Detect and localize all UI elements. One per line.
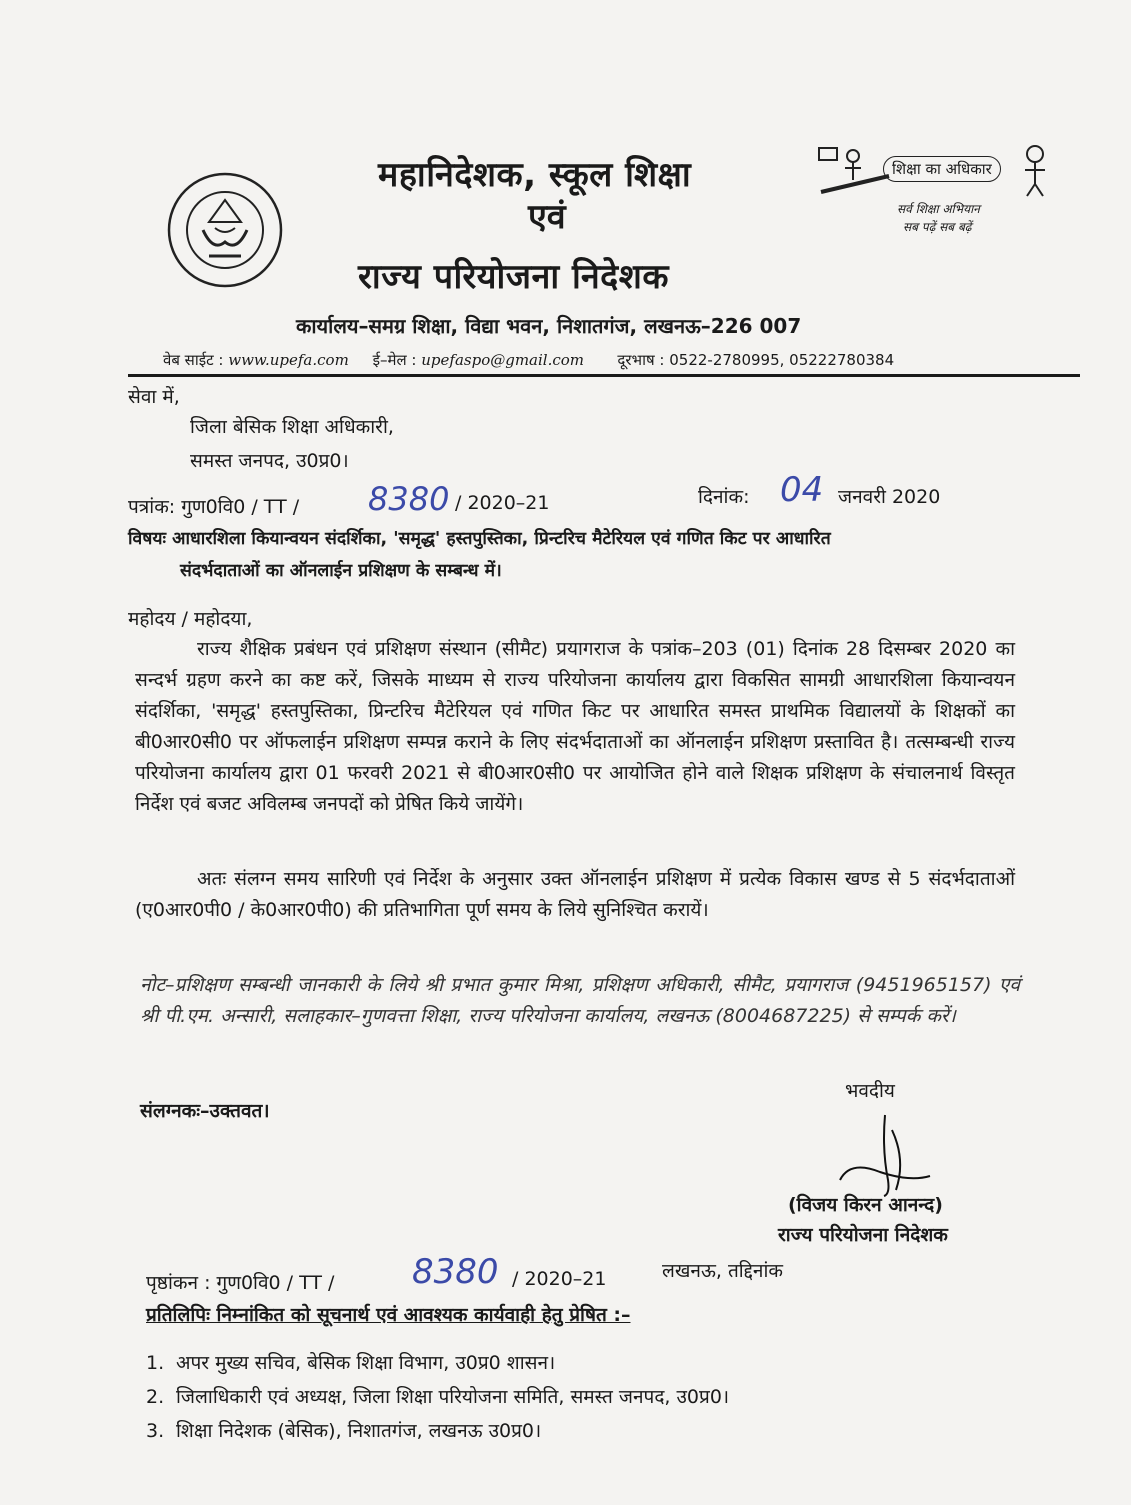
contact-line <box>163 350 894 370</box>
recipient-officer: जिला बेसिक शिक्षा अधिकारी, <box>190 416 394 438</box>
phone-number: 0522-2780995, 05222780384 <box>669 351 895 369</box>
endorsement-place-date: लखनऊ, तद्दिनांक <box>662 1260 783 1282</box>
date-label: दिनांक: <box>698 486 750 508</box>
website-link[interactable]: www.upefa.com <box>228 351 349 369</box>
email-label: ई–मेल : <box>372 351 417 369</box>
copy-list-item <box>146 1348 555 1379</box>
header-title-line2: एवं <box>528 197 566 237</box>
recipient-district: समस्त जनपद, उ0प्र0। <box>190 450 349 472</box>
patrank-year: / 2020–21 <box>455 492 550 514</box>
phone-label: दूरभाष : <box>617 351 665 369</box>
note-paragraph: नोट–प्रशिक्षण सम्बन्धी जानकारी के लिये श्री प्रभात कुमार मिश्रा, प्रशिक्षण अधिकारी, सीमैट, प्रयागराज (9451965157) एवं श्री पी.एम. अन्सारी, सलाहकार–गुणवत्ता शिक्षा, राज्य परियोजना कार्यालय, लखनऊ (8004687225) से सम्पर्क करें। <box>140 974 1020 1027</box>
copy-item-number: 2. <box>146 1386 165 1408</box>
recipient-to: सेवा में, <box>128 386 180 408</box>
rte-logo-line2: सब पढ़ें सब बढ़ें <box>903 220 972 234</box>
enclosure: संलग्नकः–उक्तवत। <box>140 1100 270 1122</box>
handwritten-signature <box>830 1110 940 1200</box>
salutation: महोदय / महोदया, <box>128 608 253 630</box>
body-paragraph-2: अतः संलग्न समय सारिणी एवं निर्देश के अनुसार उक्त ऑनलाईन प्रशिक्षण में प्रत्येक विकास खण्ड से 5 संदर्भदाताओं (ए0आर0पी0 / के0आर0पी0) की प्रतिभागिता पूर्ण समय के लिये सुनिश्चित करायें। <box>135 868 1015 921</box>
subject-line2: संदर्भदाताओं का ऑनलाईन प्रशिक्षण के सम्बन्ध में। <box>180 561 502 581</box>
copy-item-number: 1. <box>146 1352 165 1374</box>
copy-list-item <box>146 1416 541 1447</box>
date-day: 04 <box>780 470 824 510</box>
rte-logo-line1: सर्व शिक्षा अभियान <box>897 202 980 216</box>
body-paragraph-1: राज्य शैक्षिक प्रबंधन एवं प्रशिक्षण संस्थान (सीमैट) प्रयागराज के पत्रांक–203 (01) दिनांक 28 दिसम्बर 2020 का सन्दर्भ ग्रहण करने का कष्ट करें, जिसके माध्यम से राज्य परियोजना कार्यालय द्वारा विकसित सामग्री आधारशिला कियान्वयन संदर्शिका, 'समृद्ध' हस्तपुस्तिका, प्रिन्टरिच मैटेरियल एवं गणित किट पर आधारित समस्त प्राथमिक विद्यालयों के शिक्षकों का बी0आर0सी0 पर ऑफलाईन प्रशिक्षण सम्पन्न कराने के लिए संदर्भदाताओं का ऑनलाईन प्रशिक्षण प्रस्तावित है। तत्सम्बन्धी राज्य परियोजना कार्यालय द्वारा 01 फरवरी 2021 से बी0आर0सी0 पर आयोजित होने वाले शिक्षक प्रशिक्षण के संचालनार्थ विस्तृत निर्देश एवं बजट अविलम्ब जनपदों को प्रेषित किये जायेंगे। <box>135 638 1015 815</box>
endorsement-label: पृष्ठांकन : गुण0वि0 / TT / <box>146 1272 335 1294</box>
header-divider <box>128 374 1080 377</box>
copy-list-item <box>146 1382 729 1413</box>
endorsement-year: / 2020–21 <box>512 1268 607 1290</box>
subject-line1: विषयः आधारशिला कियान्वयन संदर्शिका, 'समृद्ध' हस्तपुस्तिका, प्रिन्टरिच मैटेरियल एवं गणित किट पर आधारित <box>128 529 831 549</box>
patrank-number: 8380 <box>368 480 450 518</box>
copy-heading: प्रतिलिपिः निम्नांकित को सूचनार्थ एवं आवश्यक कार्यवाही हेतु प्रेषित :– <box>146 1304 631 1326</box>
website-label: वेब साईट : <box>163 351 224 369</box>
signatory-name: (विजय किरन आनन्द) <box>788 1194 943 1216</box>
header-title-line3: राज्य परियोजना निदेशक <box>358 257 669 297</box>
office-address: कार्यालय–समग्र शिक्षा, विद्या भवन, निशातगंज, लखनऊ–226 007 <box>296 314 802 338</box>
copy-item-text: जिलाधिकारी एवं अध्यक्ष, जिला शिक्षा परियोजना समिति, समस्त जनपद, उ0प्र0। <box>176 1386 730 1408</box>
copy-item-text: अपर मुख्य सचिव, बेसिक शिक्षा विभाग, उ0प्र0 शासन। <box>176 1352 556 1374</box>
rte-logo-title: शिक्षा का अधिकार <box>883 156 1001 182</box>
closing: भवदीय <box>845 1080 895 1102</box>
endorsement-number: 8380 <box>412 1252 499 1292</box>
header-title-line1: महानिदेशक, स्कूल शिक्षा <box>378 155 692 195</box>
up-government-seal <box>165 170 285 290</box>
rte-logo <box>815 140 1055 240</box>
patrank-label: पत्रांक: गुण0वि0 / TT / <box>128 496 300 518</box>
copy-item-number: 3. <box>146 1420 165 1442</box>
date-month-year: जनवरी 2020 <box>838 486 941 508</box>
signatory-designation: राज्य परियोजना निदेशक <box>778 1224 948 1246</box>
email-link[interactable]: upefaspo@gmail.com <box>421 351 585 369</box>
copy-item-text: शिक्षा निदेशक (बेसिक), निशातगंज, लखनऊ उ0प्र0। <box>176 1420 542 1442</box>
